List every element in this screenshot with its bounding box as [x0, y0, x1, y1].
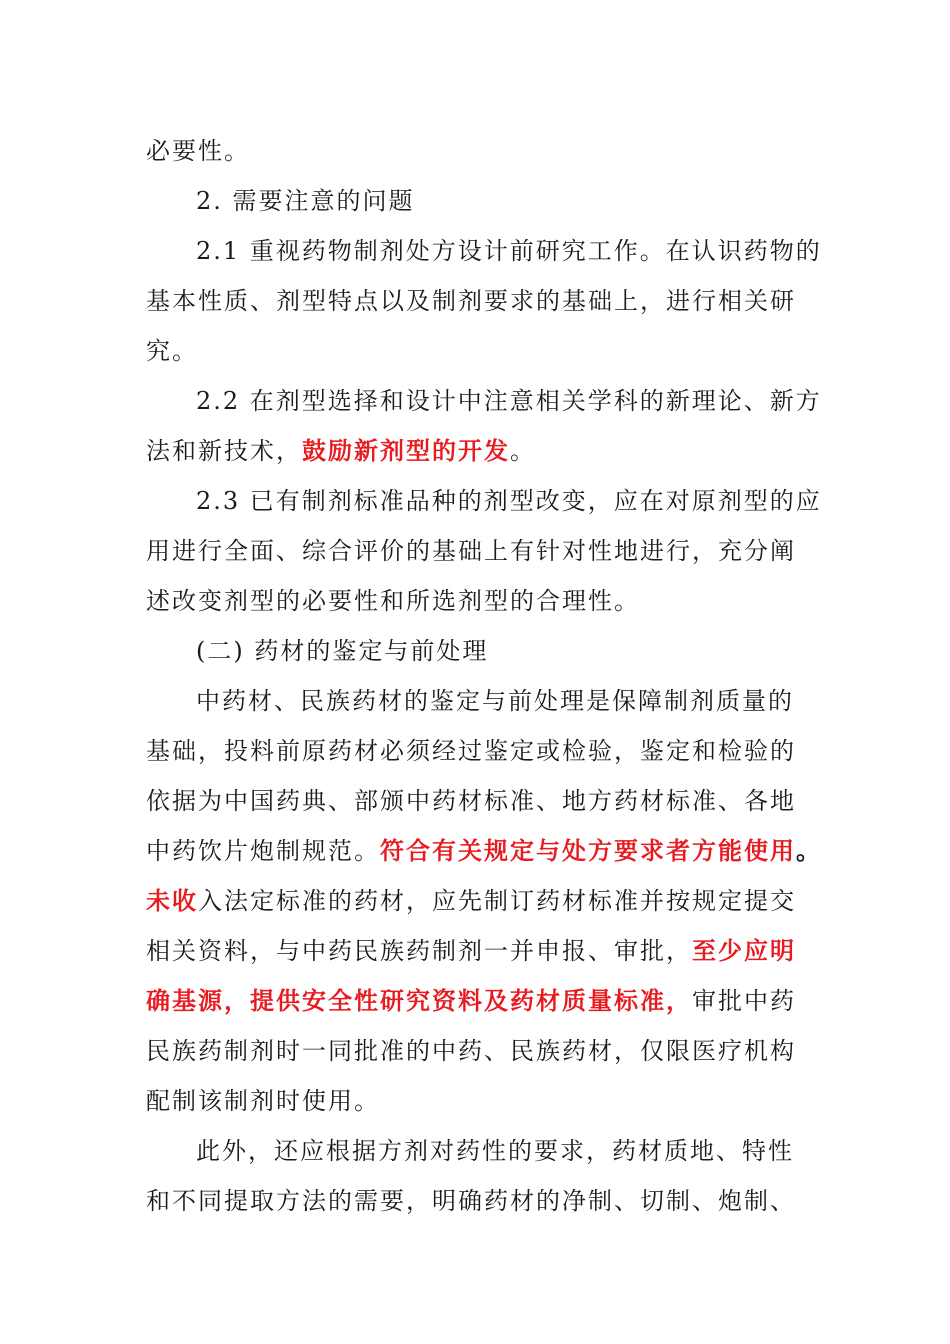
text-line: [146, 536, 796, 566]
text-segment: 必要性。: [146, 137, 250, 165]
text-segment: 和不同提取方法的需要，明确药材的净制、切制、炮制、: [146, 1187, 796, 1215]
text-segment: 2.1 重视药物制剂处方设计前研究工作。在认识药物的: [196, 237, 822, 265]
text-segment: 依据为中国药典、部颁中药材标准、地方药材标准、各地: [146, 787, 796, 815]
text-segment: 审批中药: [692, 987, 796, 1015]
text-segment: 法和新技术，: [146, 437, 302, 465]
text-line: [146, 586, 640, 616]
highlighted-text: 至少应明: [692, 936, 796, 965]
highlighted-text: 确基源，提供安全性研究资料及药材质量标准，: [146, 986, 692, 1015]
text-line: [196, 236, 822, 266]
text-segment: (二) 药材的鉴定与前处理: [196, 637, 489, 665]
text-segment: 2.2 在剂型选择和设计中注意相关学科的新理论、新方: [196, 387, 822, 415]
text-segment: 基本性质、剂型特点以及制剂要求的基础上，进行相关研: [146, 287, 796, 315]
text-line: [146, 1186, 796, 1216]
text-segment: 2. 需要注意的问题: [196, 187, 415, 215]
text-line: [146, 286, 796, 316]
text-line: [146, 1086, 380, 1116]
section-heading: [196, 186, 415, 216]
text-segment: 此外，还应根据方剂对药性的要求，药材质地、特性: [196, 1137, 794, 1165]
text-line: [146, 436, 536, 466]
text-segment: 中药饮片炮制规范。: [146, 837, 380, 865]
text-segment: 入法定标准的药材，应先制订药材标准并按规定提交: [198, 887, 796, 915]
text-line: [146, 1036, 796, 1066]
text-segment: 基础，投料前原药材必须经过鉴定或检验，鉴定和检验的: [146, 737, 796, 765]
text-line: [196, 1136, 794, 1166]
text-segment: 配制该制剂时使用。: [146, 1087, 380, 1115]
text-segment: 中药材、民族药材的鉴定与前处理是保障制剂质量的: [196, 687, 794, 715]
text-segment: 用进行全面、综合评价的基础上有针对性地进行，充分阐: [146, 537, 796, 565]
text-segment: 2.3 已有制剂标准品种的剂型改变，应在对原剂型的应: [196, 487, 822, 515]
text-line: [146, 986, 796, 1016]
text-line: [146, 336, 198, 366]
text-line: [146, 836, 822, 866]
text-line: [196, 486, 822, 516]
text-segment: 相关资料，与中药民族药制剂一并申报、审批，: [146, 937, 692, 965]
section-heading: [196, 636, 488, 666]
text-line: [146, 936, 796, 966]
text-line: [146, 736, 796, 766]
text-line: [196, 686, 794, 716]
highlighted-text: 鼓励新剂型的开发: [302, 436, 510, 465]
highlighted-text: 未收: [146, 886, 198, 915]
text-segment: 民族药制剂时一同批准的中药、民族药材，仅限医疗机构: [146, 1037, 796, 1065]
text-line: [146, 136, 250, 166]
text-line: [146, 786, 796, 816]
text-line: [146, 886, 796, 916]
highlighted-text: 符合有关规定与处方要求者方能使用: [380, 836, 796, 865]
text-line: [196, 386, 822, 416]
text-segment: 述改变剂型的必要性和所选剂型的合理性。: [146, 587, 640, 615]
text-segment: 。: [796, 836, 822, 865]
text-segment: 。: [510, 437, 536, 465]
text-segment: 究。: [146, 337, 198, 365]
